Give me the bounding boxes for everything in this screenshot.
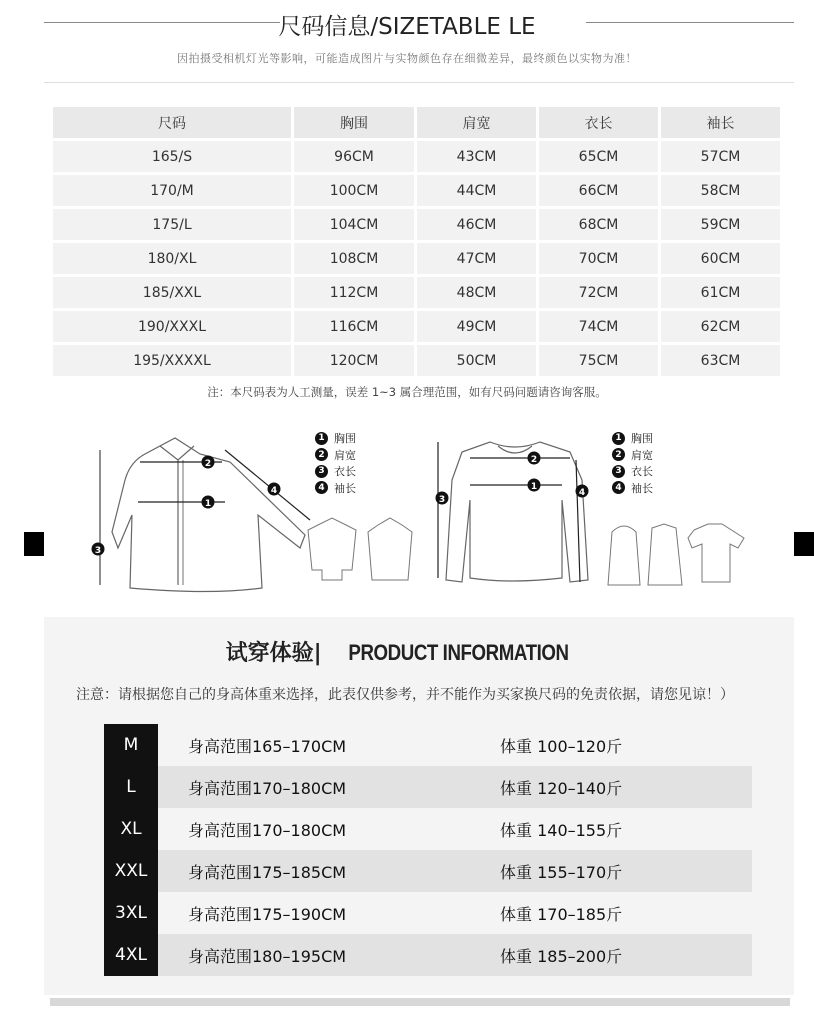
col-header-sleeve: 袖长 (661, 107, 780, 138)
product-info-title (0, 636, 814, 667)
legend-item: 3 衣长 (315, 463, 356, 480)
table-row (104, 850, 752, 892)
fit-weight: 体重 100–120斤 (500, 736, 623, 756)
table-cell: 70CM (539, 243, 658, 274)
table-cell: 175/L (53, 209, 291, 240)
col-header-shoulder: 肩宽 (417, 107, 536, 138)
fit-weight: 体重 170–185斤 (500, 904, 623, 924)
fit-height: 身高范围170–180CM (188, 820, 347, 840)
fit-height: 身高范围175–190CM (188, 904, 347, 924)
sweater-illustration (446, 442, 588, 582)
size-table-header (53, 107, 780, 138)
table-cell: 46CM (417, 209, 536, 240)
product-info-title-cn: 试穿体验 (225, 641, 314, 666)
svg-text:4: 4 (270, 486, 278, 496)
page-title: 尺码信息/SIZETABLE LE (278, 14, 536, 40)
size-table (50, 104, 783, 379)
table-cell: 60CM (661, 243, 780, 274)
table-cell: 65CM (539, 141, 658, 172)
legend-item: 3 衣长 (612, 463, 653, 480)
table-cell: 62CM (661, 311, 780, 342)
table-cell: 75CM (539, 345, 658, 376)
table-cell: 72CM (539, 277, 658, 308)
fit-size: M (104, 724, 158, 766)
legend-item: 4 袖长 (315, 480, 356, 497)
table-cell: 50CM (417, 345, 536, 376)
table-cell: 104CM (294, 209, 414, 240)
table-cell: 48CM (417, 277, 536, 308)
svg-text:2: 2 (204, 459, 212, 469)
table-cell: 96CM (294, 141, 414, 172)
fit-weight: 体重 155–170斤 (500, 862, 623, 882)
svg-text:4: 4 (578, 488, 586, 498)
table-cell: 165/S (53, 141, 291, 172)
table-cell: 195/XXXXL (53, 345, 291, 376)
fit-height: 身高范围165–170CM (188, 736, 347, 756)
jacket-icons (308, 518, 412, 580)
col-header-size: 尺码 (53, 107, 291, 138)
svg-text:3: 3 (438, 495, 446, 505)
table-row (53, 243, 780, 274)
table-cell: 43CM (417, 141, 536, 172)
col-header-chest: 胸围 (294, 107, 414, 138)
fit-table (104, 724, 752, 976)
table-cell: 61CM (661, 277, 780, 308)
table-cell: 185/XXL (53, 277, 291, 308)
table-row (53, 345, 780, 376)
legend-item: 2 肩宽 (315, 447, 356, 464)
table-row (104, 892, 752, 934)
casual-wear-icons (608, 524, 744, 585)
fit-size: XL (104, 808, 158, 850)
table-cell: 66CM (539, 175, 658, 206)
fit-height: 身高范围175–185CM (188, 862, 347, 882)
table-row (53, 277, 780, 308)
col-header-length: 衣长 (539, 107, 658, 138)
legend-item: 1 胸围 (315, 430, 356, 447)
table-cell: 120CM (294, 345, 414, 376)
table-cell: 58CM (661, 175, 780, 206)
fit-weight: 体重 140–155斤 (500, 820, 623, 840)
fit-size: L (104, 766, 158, 808)
fit-weight: 体重 185–200斤 (500, 946, 623, 966)
product-info-title-en: PRODUCT INFORMATION (348, 640, 569, 665)
table-cell: 57CM (661, 141, 780, 172)
table-cell: 108CM (294, 243, 414, 274)
svg-text:1: 1 (530, 482, 538, 492)
table-cell: 180/XL (53, 243, 291, 274)
fit-size: 4XL (104, 934, 158, 976)
shirt-sleeve-line (225, 450, 310, 520)
fit-size: XXL (104, 850, 158, 892)
fit-weight: 体重 120–140斤 (500, 778, 623, 798)
legend-left (315, 430, 356, 496)
bottom-divider (50, 998, 790, 1006)
sweater-sleeve-line (576, 460, 580, 582)
table-row (53, 141, 780, 172)
table-cell: 170/M (53, 175, 291, 206)
table-row (53, 175, 780, 206)
size-table-note: 注：本尺码表为人工测量，误差 1~3 属合理范围，如有尺码问题请咨询客服。 (207, 385, 607, 399)
table-row (104, 766, 752, 808)
svg-text:1: 1 (204, 499, 212, 509)
header-divider (44, 82, 794, 83)
svg-text:3: 3 (94, 546, 102, 556)
table-cell: 116CM (294, 311, 414, 342)
fit-height: 身高范围170–180CM (188, 778, 347, 798)
table-row (104, 934, 752, 976)
table-row (53, 311, 780, 342)
table-row (104, 808, 752, 850)
table-cell: 74CM (539, 311, 658, 342)
table-cell: 190/XXXL (53, 311, 291, 342)
title-separator: | (313, 641, 322, 666)
table-cell: 100CM (294, 175, 414, 206)
table-cell: 44CM (417, 175, 536, 206)
page-subtitle: 因拍摄受相机灯光等影响，可能造成图片与实物颜色存在细微差异，最终颜色以实物为准！ (177, 52, 637, 65)
legend-right (612, 430, 653, 496)
table-cell: 59CM (661, 209, 780, 240)
legend-item: 2 肩宽 (612, 447, 653, 464)
table-cell: 47CM (417, 243, 536, 274)
legend-item: 4 袖长 (612, 480, 653, 497)
table-row (104, 724, 752, 766)
table-cell: 112CM (294, 277, 414, 308)
fit-size: 3XL (104, 892, 158, 934)
legend-item: 1 胸围 (612, 430, 653, 447)
fit-height: 身高范围180–195CM (188, 946, 347, 966)
table-cell: 68CM (539, 209, 658, 240)
measurement-diagram (0, 420, 814, 600)
svg-text:2: 2 (530, 455, 538, 465)
table-cell: 49CM (417, 311, 536, 342)
table-cell: 63CM (661, 345, 780, 376)
product-info-note: 注意：请根据您自己的身高体重来选择，此表仅供参考，并不能作为买家换尺码的免责依据，请您见谅！） (76, 687, 734, 703)
table-row (53, 209, 780, 240)
